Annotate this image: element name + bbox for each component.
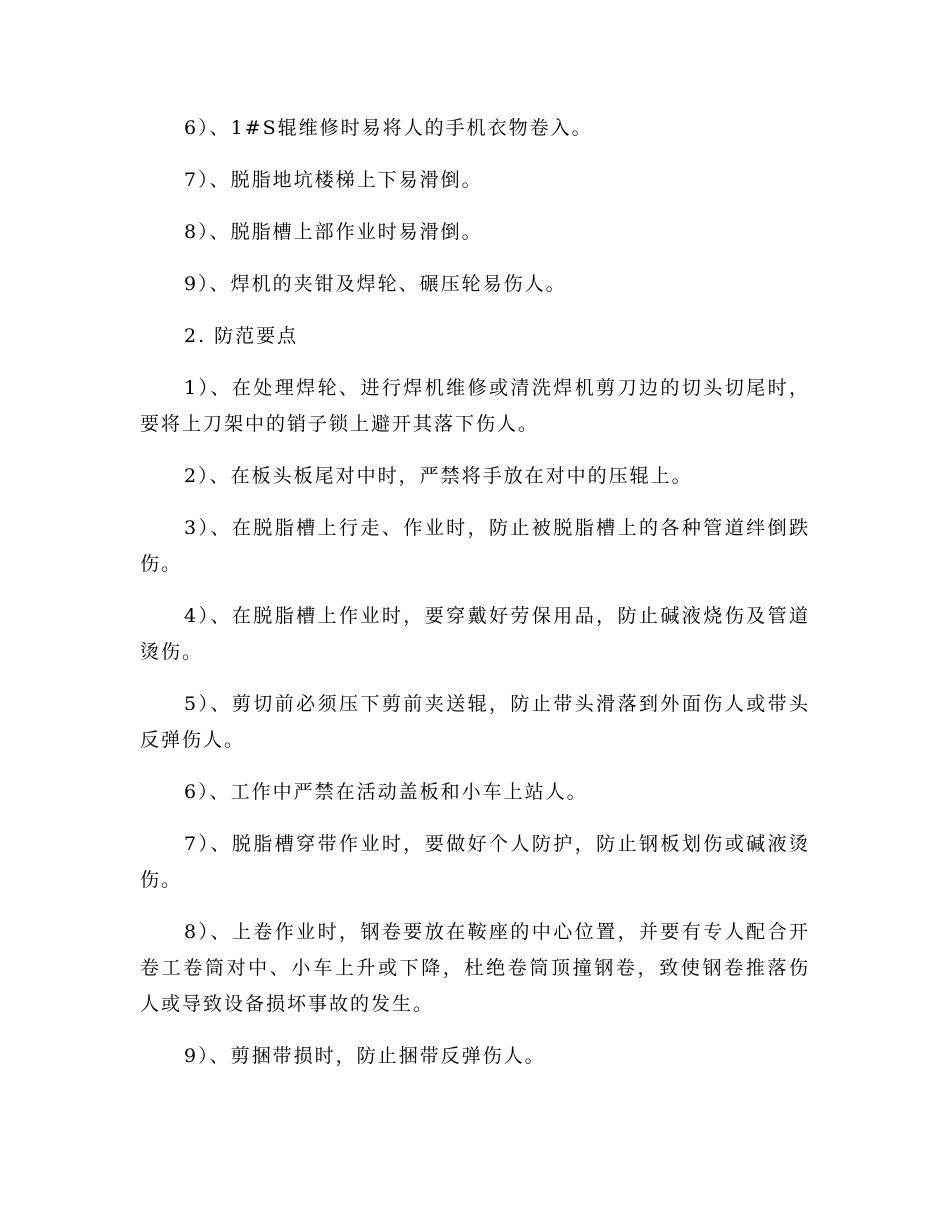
- prevention-item-1: 1）、在处理焊轮、进行焊机维修或清洗焊机剪刀边的切头切尾时，要将上刀架中的销子锁上避开其落下伤人。: [140, 377, 810, 435]
- prevention-item-5: 5）、剪切前必须压下剪前夹送辊，防止带头滑落到外面伤人或带头反弹伤人。: [140, 693, 810, 751]
- prevention-item-3: 3）、在脱脂槽上行走、作业时，防止被脱脂槽上的各种管道绊倒跌伤。: [140, 517, 810, 575]
- prevention-item-7: 7）、脱脂槽穿带作业时，要做好个人防护，防止钢板划伤或碱液烫伤。: [140, 833, 810, 891]
- prevention-item-4: 4）、在脱脂槽上作业时，要穿戴好劳保用品，防止碱液烧伤及管道烫伤。: [140, 605, 810, 663]
- prevention-item-9: 9）、剪捆带损时，防止捆带反弹伤人。: [184, 1045, 546, 1067]
- prevention-item-2: 2）、在板头板尾对中时，严禁将手放在对中的压辊上。: [184, 465, 693, 487]
- section-heading-prevention: 2. 防范要点: [184, 325, 299, 347]
- hazard-item-7: 7）、脱脂地坑楼梯上下易滑倒。: [184, 169, 483, 191]
- prevention-item-6: 6）、工作中严禁在活动盖板和小车上站人。: [184, 781, 588, 803]
- document-body: [140, 110, 810, 1090]
- hazard-item-9: 9）、焊机的夹钳及焊轮、碾压轮易伤人。: [184, 273, 567, 295]
- prevention-item-8: 8）、上卷作业时，钢卷要放在鞍座的中心位置，并要有专人配合开卷工卷筒对中、小车上升或下降，杜绝卷筒顶撞钢卷，致使钢卷推落伤人或导致设备损坏事故的发生。: [140, 921, 810, 1015]
- hazard-item-6: 6）、1#S辊维修时易将人的手机衣物卷入。: [184, 117, 593, 139]
- hazard-item-8: 8）、脱脂槽上部作业时易滑倒。: [184, 221, 483, 243]
